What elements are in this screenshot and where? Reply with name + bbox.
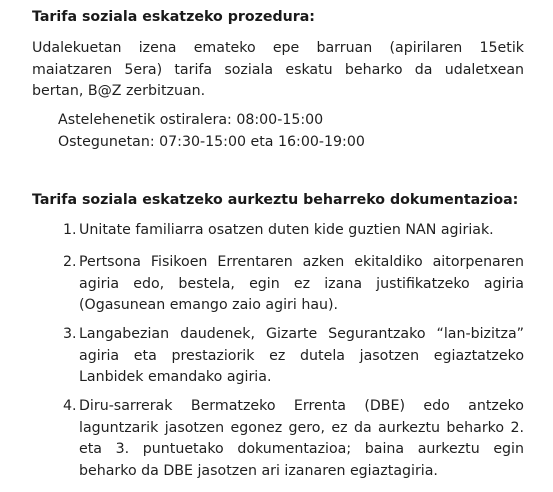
doc-list-item-3 (63, 324, 524, 389)
doc-list-number: 3. (63, 326, 77, 342)
doc-list-text: Unitate familiarra osatzen duten kide guztien NAN agiriak. (79, 222, 494, 238)
doc-list-item-4 (63, 396, 524, 482)
documentation-heading: Tarifa soziala eskatzeko aurkeztu beharreko dokumentazioa: (32, 192, 519, 208)
doc-list-text: Langabezian daudenek, Gizarte Segurantzako “lan-bizitza” agiria eta prestaziorik ez dutela jasotzen egiaztatzeko Lanbidek emandako agiria. (79, 326, 524, 385)
doc-list-number: 1. (63, 222, 77, 238)
doc-list-item-1 (63, 220, 524, 242)
doc-list-text: Pertsona Fisikoen Errentaren azken ekitaldiko aitorpenaren agiria edo, bestela, egin ez izana justifikatzeko agiria (Ogasunean emango zaio agiri hau). (79, 254, 524, 313)
procedure-paragraph: Udalekuetan izena emateko epe barruan (apirilaren 15etik maiatzaren 5era) tarifa soziala eskatu beharko da udaletxean bertan, B@Z zerbitzuan. (32, 40, 524, 99)
doc-list-number: 4. (63, 398, 77, 414)
doc-list-item-2 (63, 252, 524, 317)
hours-thursdays: Ostegunetan: 07:30-15:00 eta 16:00-19:00 (58, 134, 365, 150)
doc-list-number: 2. (63, 254, 77, 270)
hours-weekdays: Astelehenetik ostiralera: 08:00-15:00 (58, 112, 324, 128)
procedure-heading: Tarifa soziala eskatzeko prozedura: (32, 9, 315, 25)
doc-list-text: Diru-sarrerak Bermatzeko Errenta (DBE) edo antzeko laguntzarik jasotzen egonez gero, ez da aurkeztu beharko 2. eta 3. puntuetako dokumentazioa; baina aurkeztu egin beharko da DBE jasotzen ari izanaren egiaztagiria. (79, 398, 524, 479)
